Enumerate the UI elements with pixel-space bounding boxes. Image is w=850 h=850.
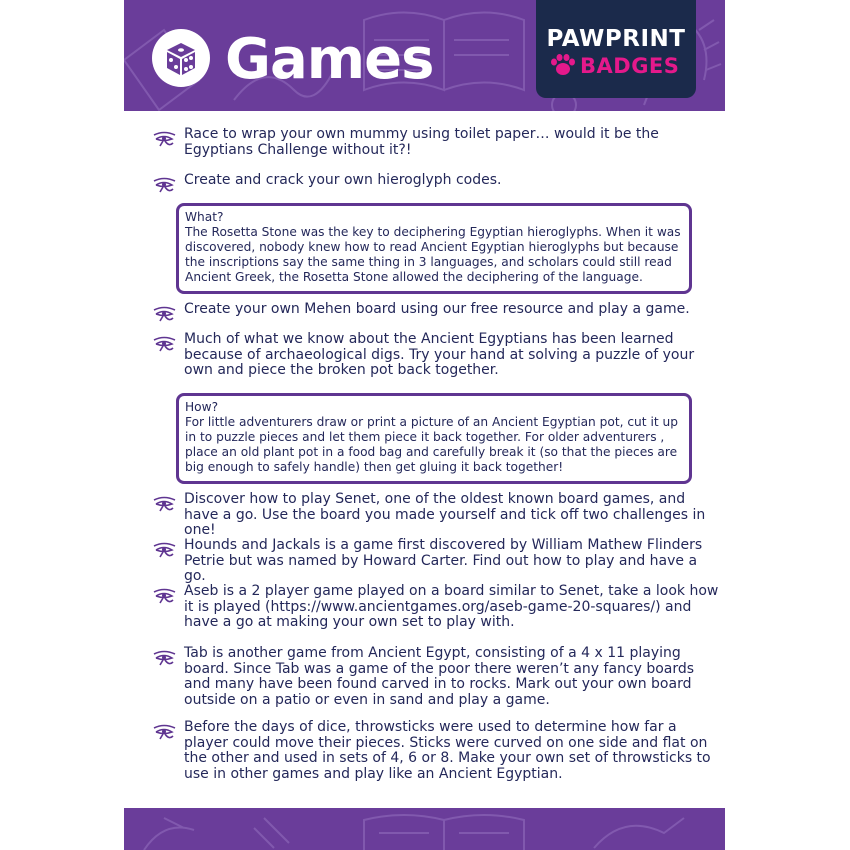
item-text: Race to wrap your own mummy using toilet paper… would it be the Egyptians Challenge without it?! xyxy=(184,126,659,158)
paw-icon xyxy=(550,54,576,76)
info-box-text: For little adventurers draw or print a picture of an Ancient Egyptian pot, cut it up in to puzzle pieces and let them piece it back together. For older adventurers , place an old plant pot in a food bag and carefully break it (so that the pieces are big enough to safely handle) then get gluing it back together! xyxy=(185,415,678,474)
item-text: Hounds and Jackals is a game first discovered by William Mathew Flinders Petrie but was named by Howard Carter. Find out how to play and have a go. xyxy=(184,537,703,584)
header-banner xyxy=(124,0,725,111)
item-text: Create your own Mehen board using our free resource and play a game. xyxy=(184,301,690,317)
dice-icon xyxy=(152,29,210,87)
eye-of-horus-icon xyxy=(152,336,177,352)
eye-of-horus-icon xyxy=(152,131,177,147)
eye-of-horus-icon xyxy=(152,496,177,512)
item-text: Aseb is a 2 player game played on a board similar to Senet, take a look how it is played (https://www.ancientgames.org/aseb-game-20-squares/) and have a go at making your own set to play with. xyxy=(184,583,719,630)
logo-line-1: PAWPRINT xyxy=(546,26,686,52)
eye-of-horus-icon xyxy=(152,306,177,322)
item-text: Discover how to play Senet, one of the oldest known board games, and have a go. Use the board you made yourself and tick off two challenges in one! xyxy=(184,491,706,538)
info-box-text: The Rosetta Stone was the key to deciphering Egyptian hieroglyphs. When it was discovered, nobody knew how to read Ancient Egyptian hieroglyphs but because the inscriptions say the same thing in 3 languages, and scholars could still read Ancient Greek, the Rosetta Stone allowed the deciphering of the language. xyxy=(185,225,681,284)
item-text: Much of what we know about the Ancient Egyptians has been learned because of archaeological digs. Try your hand at solving a puzzle of your own and piece the broken pot back together. xyxy=(184,331,695,378)
logo-line-2: BADGES xyxy=(580,54,680,78)
item-text: Before the days of dice, throwsticks were used to determine how far a player could move their pieces. Sticks were curved on one side and flat on the other and used in sets of 4, 6 or 8. Make your own set of throwsticks to use in other games and play like an Ancient Egyptian. xyxy=(184,719,711,782)
info-box-what xyxy=(176,203,692,294)
item-text: Tab is another game from Ancient Egypt, consisting of a 4 x 11 playing board. Since Tab was a game of the poor there weren’t any fancy boards and many have been found carved in to rocks. Mark out your own board outside on a patio or even in sand and play a game. xyxy=(184,645,695,708)
pawprint-badges-logo xyxy=(536,0,696,98)
info-box-heading: How? xyxy=(185,400,219,414)
footer-banner xyxy=(124,808,725,850)
info-box-heading: What? xyxy=(185,210,224,224)
eye-of-horus-icon xyxy=(152,724,177,740)
eye-of-horus-icon xyxy=(152,542,177,558)
footer-doodles xyxy=(124,808,725,850)
item-text: Create and crack your own hieroglyph codes. xyxy=(184,172,502,188)
eye-of-horus-icon xyxy=(152,650,177,666)
activity-sheet xyxy=(124,0,725,850)
info-box-how xyxy=(176,393,692,484)
page-title: Games xyxy=(225,27,434,92)
eye-of-horus-icon xyxy=(152,588,177,604)
eye-of-horus-icon xyxy=(152,177,177,193)
